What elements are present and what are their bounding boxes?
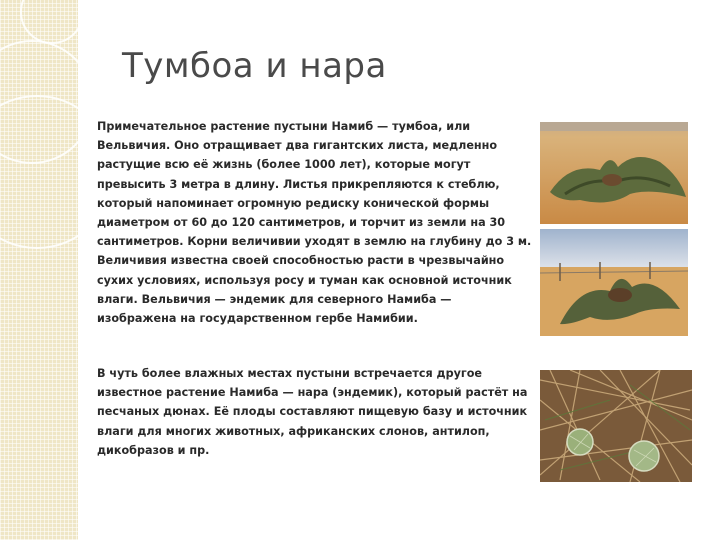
paragraph-welwitschia: Примечательное растение пустыни Намиб — тумбоа, или Вельвичия. Оно отращивает два гигантских листа, медленно растущие всю её жизнь (более 1000 лет), которые могут превысить 3 метра в длину. Листья прикрепляются к стеблю, который напоминает огромную редиску конической формы диаметром от 60 до 120 сантиметров, и торчит из земли на 30 сантиметров. Корни величивии уходят в землю на глубину до 3 м. Величивия известна своей способностью расти в чрезвычайно сухих условиях, используя росу и туман как основной источник влаги. Вельвичия — эндемик для северного Намиба — изображена на государственном гербе Намибии. [97, 120, 532, 326]
slide-title: Тумбоа и нара [122, 46, 387, 86]
paragraph-nara: В чуть более влажных местах пустыни встречается другое известное растение Намиба — нара (эндемик), который растёт на песчаных дюнах. Её плоды составляют пищевую базу и источник влаги для многих животных, африканских слонов, антилоп, дикобразов и пр. [97, 367, 528, 457]
decorative-ring [20, 0, 84, 44]
nara-photo [540, 370, 692, 482]
welwitschia-fence-photo [540, 229, 688, 336]
welwitschia-photo [540, 122, 688, 224]
decorative-side-panel [0, 0, 78, 540]
